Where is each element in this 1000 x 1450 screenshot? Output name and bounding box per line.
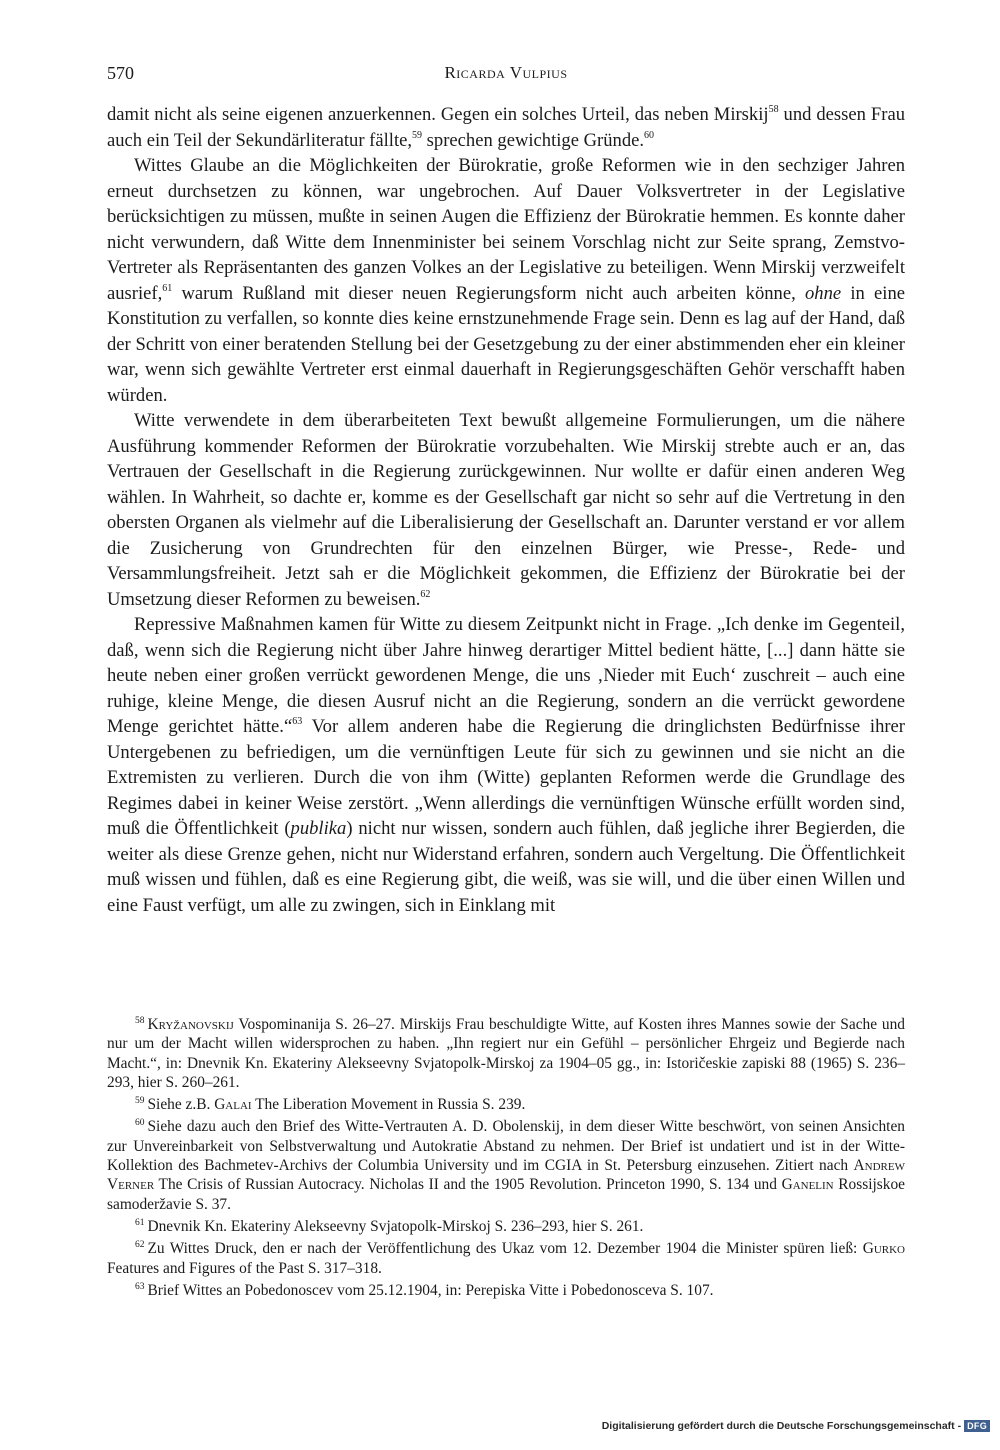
text-run: Repressive Maßnahmen kamen für Witte zu diesem Zeitpunkt nicht in Frage. „Ich denke im Gegenteil, daß, wenn sich die Regierung nicht über Jahre hinweg derartiger Mittel bedient hätte, [...] dann hätte sie heute neben einer großen verrückt gewordenen Menge, die uns ‚Nieder mit Euch‘ zuschreit – auch eine ruhige, kleine Menge, die diesen Ausruf nicht an die Regierung, sondern an die verrückt gewordene Menge gerichtet hätte.“ xyxy=(107,614,905,737)
footnote-number: 58 xyxy=(135,1016,145,1026)
footnote-number: 62 xyxy=(135,1240,145,1251)
text-run: damit nicht als seine eigenen anzuerkennen. Gegen ein solches Urteil, das neben Mirskij xyxy=(107,104,769,125)
footnote-text: Siehe dazu auch den Brief des Witte-Vertrauten A. D. Obolenskij, in dem dieser Witte beschwört, von seinen Ansichten zur Unvereinbarkeit von Selbstverwaltung und Autokratie Abstand zu nehmen. Der Brief ist undatiert und ist in der Witte-Kollektion des Bachmetev-Archivs der Columbia University und im CGIA in St. Petersburg einzusehen. Zitiert nach xyxy=(107,1118,905,1175)
emphasis: publika xyxy=(290,818,347,839)
text-run: in eine Konstitution zu verfallen, so konnte dies keine ernstzunehmende Frage sein. Denn es lag auf der Hand, daß der Schritt von einer beratenden Stellung bei der Gesetzgebung zu der einer abstimmenden eher ein kleiner war, wenn sich gewählte Vertreter erst einmal dauerhaft in Regierungsgeschäften Gehör verschafft haben würden. xyxy=(107,282,905,406)
page-number: 570 xyxy=(107,63,134,83)
dfg-logo-icon: DFG xyxy=(964,1420,990,1432)
footnote-text: Brief Wittes an Pobedonoscev vom 25.12.1904, in: Perepiska Vitte i Pobedonosceva S. 107. xyxy=(147,1281,714,1299)
footnote-ref-61: 61 xyxy=(162,282,173,294)
footnote-text: Rossijskoe samoderžavie S. 37. xyxy=(107,1176,905,1213)
author-name: Ganelin xyxy=(781,1176,834,1194)
footnote-text: Vospominanija S. 26–27. Mirskijs Frau beschuldigte Witte, auf Kosten ihres Mannes sowie der Sache und nur um der Macht willen widersprochen zu haben. „Ihn regiert nur ein Gefühl – persönlicher Ehrgeiz und Begierde nach Macht.“, in: Dnevnik Kn. Ekateriny Alekseevny Svjatopolk-Mirskoj za 1904–05 gg., in: Istoričeskie zapiski 88 (1965) S. 236–293, hier S. 260–261. xyxy=(107,1016,905,1091)
footnote-text: Features and Figures of the Past S. 317–318. xyxy=(107,1259,382,1277)
footnote-ref-62: 62 xyxy=(420,588,431,600)
footnote-text: The Liberation Movement in Russia S. 239. xyxy=(251,1096,526,1114)
footer-text: Digitalisierung gefördert durch die Deutsche Forschungsgemeinschaft - xyxy=(601,1420,962,1432)
author-name: Gurko xyxy=(862,1240,905,1258)
emphasis: ohne xyxy=(804,282,842,304)
footnote-number: 60 xyxy=(135,1118,145,1129)
footnote-ref-58: 58 xyxy=(768,104,779,115)
footnote-text: Dnevnik Kn. Ekateriny Alekseevny Svjatopolk-Mirskoj S. 236–293, hier S. 261. xyxy=(147,1217,644,1235)
text-run: Vor allem anderen habe die Regierung die dringlichsten Bedürfnisse ihrer Untergebenen zu befriedigen, um die vernünftigen Leute für sich zu gewinnen und sie nicht an die Extremisten zu verlieren. Durch die von ihm (Witte) geplanten Reformen werde die Grundlage des Regimes dabei in keiner Weise zerstört. „Wenn allerdings die vernünftigen Wünsche erfüllt worden sind, muß die Öffentlichkeit ( xyxy=(107,716,906,839)
text-run: Wittes Glaube an die Möglichkeiten der Bürokratie, große Reformen wie in den sechziger Jahren erneut durchsetzen zu können, war ungebrochen. Auf Dauer Volksvertreter in der Legislative berücksichtigen zu müssen, mußte in seinen Augen die Effizienz der Bürokratie hemmen. Es konnte daher nicht verwundern, daß Witte dem Innenminister bei seinem Vorschlag nicht zur Seite sprang, Zemstvo-Vertreter als Repräsentanten des ganzen Volkes an der Legislative zu beteiligen. Wenn Mirskij verzweifelt ausrief, xyxy=(107,155,905,304)
text-run: Witte verwendete in dem überarbeiteten Text bewußt allgemeine Formulierungen, um die nähere Ausführung kommender Reformen der Bürokratie vorzubehalten. Wie Mirskij strebte auch er an, das Vertrauen der Gesellschaft in die Regierung zurückgewinnen. Nur wollte er dafür einen anderen Weg wählen. In Wahrheit, so dachte er, komme es der Gesellschaft gar nicht so sehr auf die Vertretung in den obersten Organen als vielmehr auf die Liberalisierung der Gesellschaft an. Darunter verstand er vor allem die Zusicherung von Grundrechten für den einzelnen Bürger, wie Presse-, Rede- und Versammlungsfreiheit. Jetzt sah er die Möglichkeit gekommen, die Effizienz der Bürokratie bei der Umsetzung dieser Reformen zu beweisen. xyxy=(107,410,905,610)
footnote-ref-59: 59 xyxy=(412,129,423,141)
main-text xyxy=(107,102,905,918)
text-run: sprechen gewichtige Gründe. xyxy=(422,129,645,151)
author-name: Andrew Verner xyxy=(107,1157,905,1194)
footnote-62 xyxy=(107,1239,905,1278)
footnote-59 xyxy=(107,1095,905,1114)
running-head: Ricarda Vulpius xyxy=(444,63,568,82)
footnote-58 xyxy=(107,1015,905,1092)
footnote-text: Zu Wittes Druck, den er nach der Veröffentlichung des Ukaz vom 12. Dezember 1904 die Minister spüren ließ: xyxy=(147,1240,863,1258)
text-run: warum Rußland mit dieser neuen Regierungsform nicht auch arbeiten könne, xyxy=(172,282,805,304)
footnote-text: The Crisis of Russian Autocracy. Nicholas II and the 1905 Revolution. Princeton 1990, S. 134 und xyxy=(154,1176,782,1194)
paragraph-4 xyxy=(107,612,905,918)
footnote-number: 63 xyxy=(135,1281,145,1292)
author-name: Kryžanovskij xyxy=(147,1016,234,1033)
paragraph-2 xyxy=(107,153,905,408)
footnote-ref-60: 60 xyxy=(644,129,655,141)
text-run: ) nicht nur wissen, sondern auch fühlen, daß jegliche ihrer Begierden, die weiter als diese Grenze gehen, nicht nur Widerstand erfahren, sondern auch Vergeltung. Die Öffentlichkeit muß wissen und fühlen, daß es eine Regierung gibt, die weiß, was sie will, und die über einen Willen und eine Faust verfügt, um alle zu zwingen, sich in Einklang mit xyxy=(107,818,905,916)
paragraph-3 xyxy=(107,408,905,612)
text-run: und dessen Frau auch ein Teil der Sekundärliteratur fällte, xyxy=(107,104,905,151)
footnote-number: 59 xyxy=(135,1096,145,1107)
footnote-text: Siehe z.B. xyxy=(147,1096,215,1114)
author-name: Galai xyxy=(214,1096,252,1114)
digitization-footer xyxy=(602,1420,990,1432)
footnote-63 xyxy=(107,1281,905,1300)
paragraph-1 xyxy=(107,102,905,153)
footnotes xyxy=(107,1015,905,1303)
footnote-60 xyxy=(107,1117,905,1213)
footnote-61 xyxy=(107,1217,905,1236)
footnote-ref-63: 63 xyxy=(292,716,303,727)
footnote-number: 61 xyxy=(135,1217,145,1228)
